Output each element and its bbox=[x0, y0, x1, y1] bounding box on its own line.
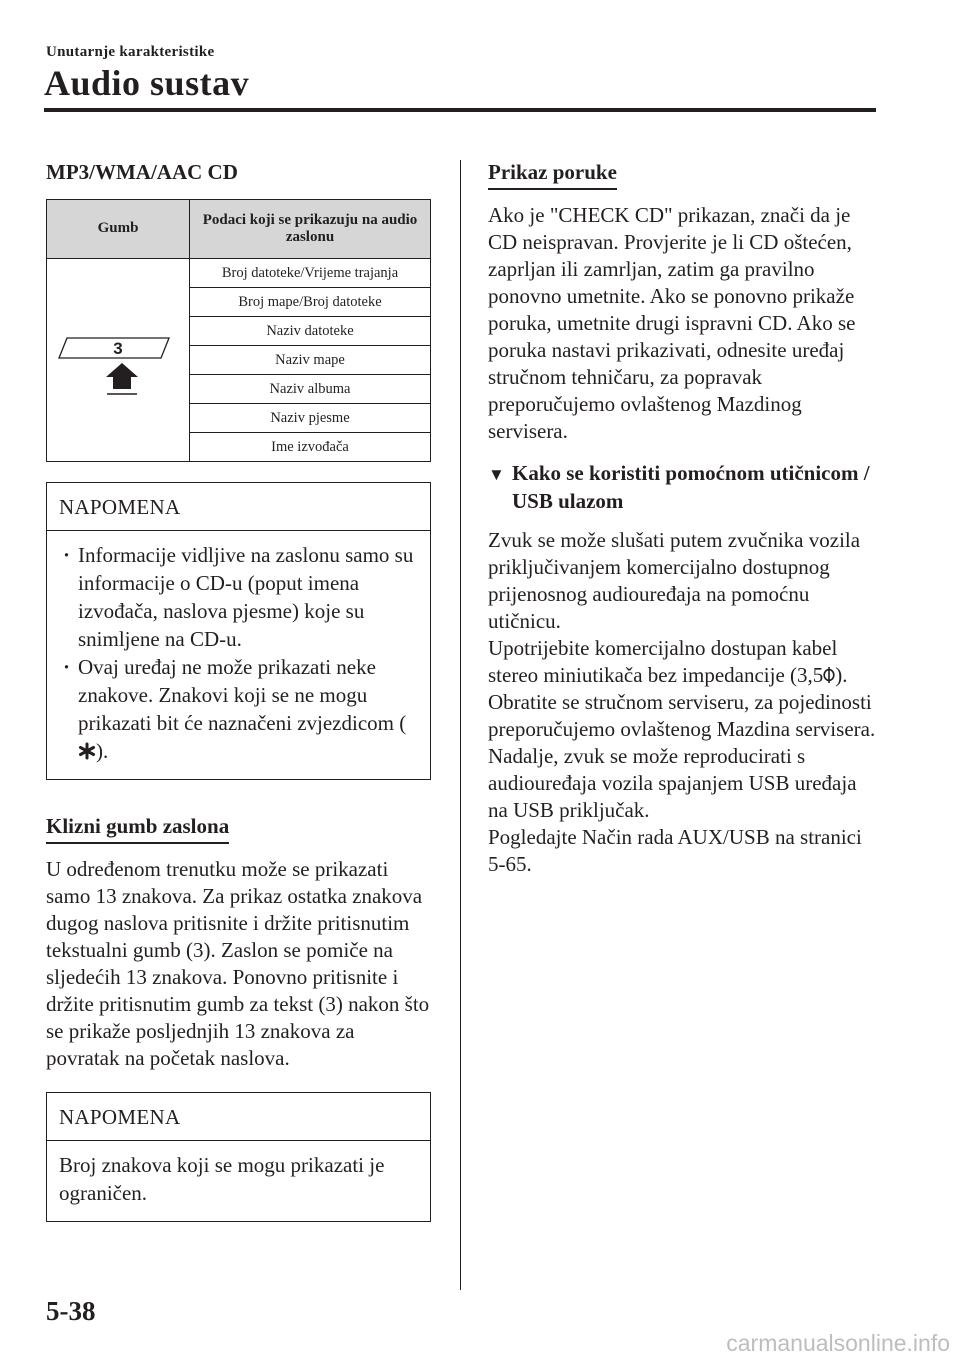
aux-paragraph-end: ). bbox=[835, 663, 848, 687]
note-title: NAPOMENA bbox=[47, 483, 430, 531]
text-button-press-icon bbox=[53, 308, 183, 408]
note-box-limit bbox=[46, 1092, 431, 1222]
breadcrumb: Unutarnje karakteristike bbox=[46, 44, 215, 60]
text-button-illustration bbox=[47, 259, 190, 462]
message-heading: Prikaz poruke bbox=[488, 160, 617, 190]
aux-paragraph: Obratite se stručnom serviseru, za pojedinosti preporučujemo ovlaštenog Mazdina servisera. bbox=[488, 690, 876, 741]
triangle-marker-icon: ▼ bbox=[488, 465, 505, 484]
table-cell: Naziv mape bbox=[190, 346, 431, 375]
table-header-info: Podaci koji se prikazuju na audio zaslonu bbox=[190, 200, 431, 259]
aux-paragraph-text: Upotrijebite komercijalno dostupan kabel stereo miniutikača bez impedancije (3,5 bbox=[488, 636, 838, 687]
header-rule bbox=[44, 108, 876, 112]
right-column bbox=[488, 160, 878, 878]
aux-heading-text: Kako se koristiti pomoćnom utičnicom / USB ulazom bbox=[512, 461, 870, 513]
display-info-table bbox=[46, 199, 431, 462]
note-bullet-text-end: ). bbox=[96, 739, 109, 763]
scroll-paragraph: U određenom trenutku može se prikazati samo 13 znakova. Za prikaz ostatka znakova dugog naslova pritisnite i držite pritisnutim tekstualni gumb (3). Zaslon se pomiče na sljedećih 13 znakova. Ponovno pritisnite i držite pritisnutim gumb za tekst (3) nakon što se prikaže posljednjih 13 znakova za povratak na početak naslova. bbox=[46, 857, 430, 1070]
diameter-icon bbox=[823, 666, 835, 684]
note-bullet-text: Ovaj uređaj ne može prikazati neke znakove. Znakovi koji se ne mogu prikazati bit će naznačeni zvjezdicom ( bbox=[78, 655, 407, 735]
note-bullet bbox=[59, 541, 416, 653]
table-header-button: Gumb bbox=[47, 200, 190, 259]
table-cell: Naziv pjesme bbox=[190, 404, 431, 433]
scroll-section bbox=[46, 814, 431, 1072]
aux-paragraph: Nadalje, zvuk se može reproducirati s audiouređaja vozila spajanjem USB uređaja na USB priključak. bbox=[488, 744, 857, 822]
table-header-row bbox=[47, 200, 431, 259]
note-bullet-text: Informacije vidljive na zaslonu samo su informacije o CD-u (poput imena izvođača, naslova pjesme) koje su snimljene na CD-u. bbox=[78, 543, 414, 651]
left-column bbox=[46, 160, 431, 1222]
note-bullet bbox=[59, 653, 416, 765]
note-box-display bbox=[46, 482, 431, 780]
page-number: 5-38 bbox=[46, 1296, 96, 1326]
table-cell: Ime izvođača bbox=[190, 433, 431, 462]
aux-content bbox=[488, 527, 878, 878]
aux-heading bbox=[488, 459, 878, 515]
table-cell: Broj datoteke/Vrijeme trajanja bbox=[190, 259, 431, 288]
aux-paragraph: Zvuk se može slušati putem zvučnika vozila priključivanjem komercijalno dostupnog prijenosnog audiouređaja na pomoćnu utičnicu. bbox=[488, 528, 861, 633]
message-paragraph: Ako je "CHECK CD" prikazan, znači da je CD neispravan. Provjerite je li CD oštećen, zaprljan ili zamrljan, zatim ga pravilno ponovno umetnite. Ako se ponovno prikaže poruka, umetnite drugi ispravni CD. Ako se poruka nastavi prikazivati, odnesite uređaj stručnom tehničaru, za popravak preporučujemo ovlaštenog Mazdinog servisera. bbox=[488, 203, 856, 443]
table-row bbox=[47, 259, 431, 288]
note-title: NAPOMENA bbox=[47, 1093, 430, 1141]
watermark: carmanualsonline.info bbox=[726, 1330, 950, 1356]
table-cell: Naziv albuma bbox=[190, 375, 431, 404]
table-cell: Broj mape/Broj datoteke bbox=[190, 288, 431, 317]
table-cell: Naziv datoteke bbox=[190, 317, 431, 346]
text-button-number: 3 bbox=[113, 338, 123, 358]
note-body bbox=[47, 531, 430, 779]
aux-paragraph bbox=[488, 635, 878, 689]
page-title: Audio sustav bbox=[44, 63, 250, 103]
note-body: Broj znakova koji se mogu prikazati je ograničen. bbox=[59, 1153, 385, 1205]
section-title-mp3: MP3/WMA/AAC CD bbox=[46, 160, 238, 184]
column-divider bbox=[460, 160, 461, 1290]
aux-paragraph: Pogledajte Način rada AUX/USB na stranici 5-65. bbox=[488, 825, 862, 876]
asterisk-icon bbox=[78, 742, 96, 760]
scroll-heading: Klizni gumb zaslona bbox=[46, 814, 229, 844]
